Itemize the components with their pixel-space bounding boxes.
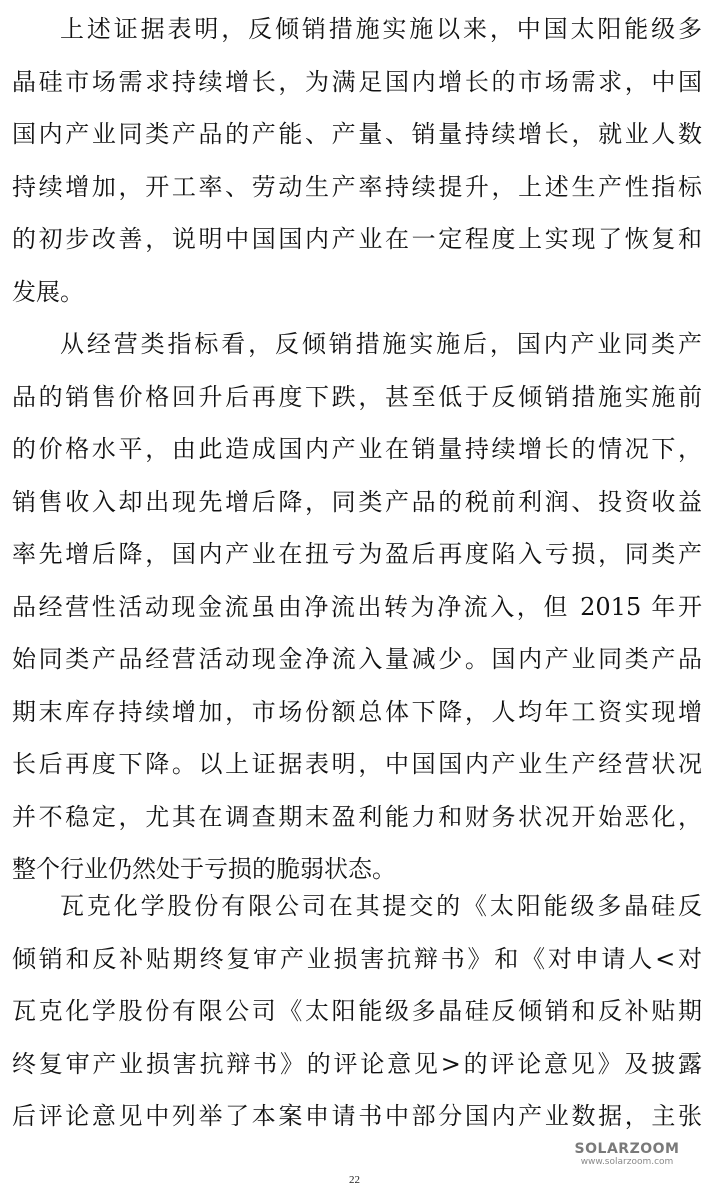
text-line: 品的销售价格回升后再度下跌，甚至低于反倾销措施实施前 (12, 382, 702, 411)
text-line: 期末库存持续增加，市场份额总体下降，人均年工资实现增 (12, 697, 702, 726)
text-line: 持续增加，开工率、劳动生产率持续提升，上述生产性指标 (12, 172, 702, 201)
solarzoom-watermark (571, 1141, 683, 1171)
text-line: 整个行业仍然处于亏损的脆弱状态。 (12, 855, 396, 883)
text-line: 瓦克化学股份有限公司《太阳能级多晶硅反倾销和反补贴期 (12, 997, 702, 1025)
text-line: 晶硅市场需求持续增长，为满足国内增长的市场需求，中国 (12, 67, 702, 96)
text-line: 的价格水平，由此造成国内产业在销量持续增长的情况下， (12, 435, 702, 463)
text-line: 从经营类指标看，反倾销措施实施后，国内产业同类产 (60, 330, 702, 358)
text-line: 上述证据表明，反倾销措施实施以来，中国太阳能级多 (60, 15, 702, 43)
paragraph-2 (12, 318, 702, 896)
text-line: 终复审产业损害抗辩书》的评论意见>的评论意见》及披露 (12, 1049, 702, 1078)
paragraph-3 (12, 880, 702, 1143)
text-line: 发展。 (12, 277, 84, 306)
text-line: 倾销和反补贴期终复审产业损害抗辩书》和《对申请人<对 (12, 944, 702, 973)
text-line: 始同类产品经营活动现金净流入量减少。国内产业同类产品 (12, 645, 702, 673)
paragraph-1 (12, 3, 702, 318)
watermark-logo: SOLARZOOM (574, 1141, 680, 1157)
text-line: 的初步改善，说明中国国内产业在一定程度上实现了恢复和 (12, 225, 702, 253)
text-line: 国内产业同类产品的产能、产量、销量持续增长，就业人数 (12, 120, 702, 148)
watermark-url: www.solarzoom.com (580, 1157, 674, 1167)
text-line: 率先增后降，国内产业在扭亏为盈后再度陷入亏损，同类产 (12, 540, 702, 568)
text-line: 品经营性活动现金流虽由净流出转为净流入，但 2015 年开 (12, 592, 702, 621)
page-number: 22 (349, 1174, 360, 1186)
text-line: 瓦克化学股份有限公司在其提交的《太阳能级多晶硅反 (60, 892, 702, 920)
text-line: 长后再度下降。以上证据表明，中国国内产业生产经营状况 (12, 750, 702, 778)
text-line: 后评论意见中列举了本案申请书中部分国内产业数据，主张 (12, 1102, 702, 1130)
text-line: 销售收入却出现先增后降，同类产品的税前利润、投资收益 (12, 487, 702, 516)
text-line: 并不稳定，尤其在调查期末盈利能力和财务状况开始恶化， (12, 802, 702, 831)
